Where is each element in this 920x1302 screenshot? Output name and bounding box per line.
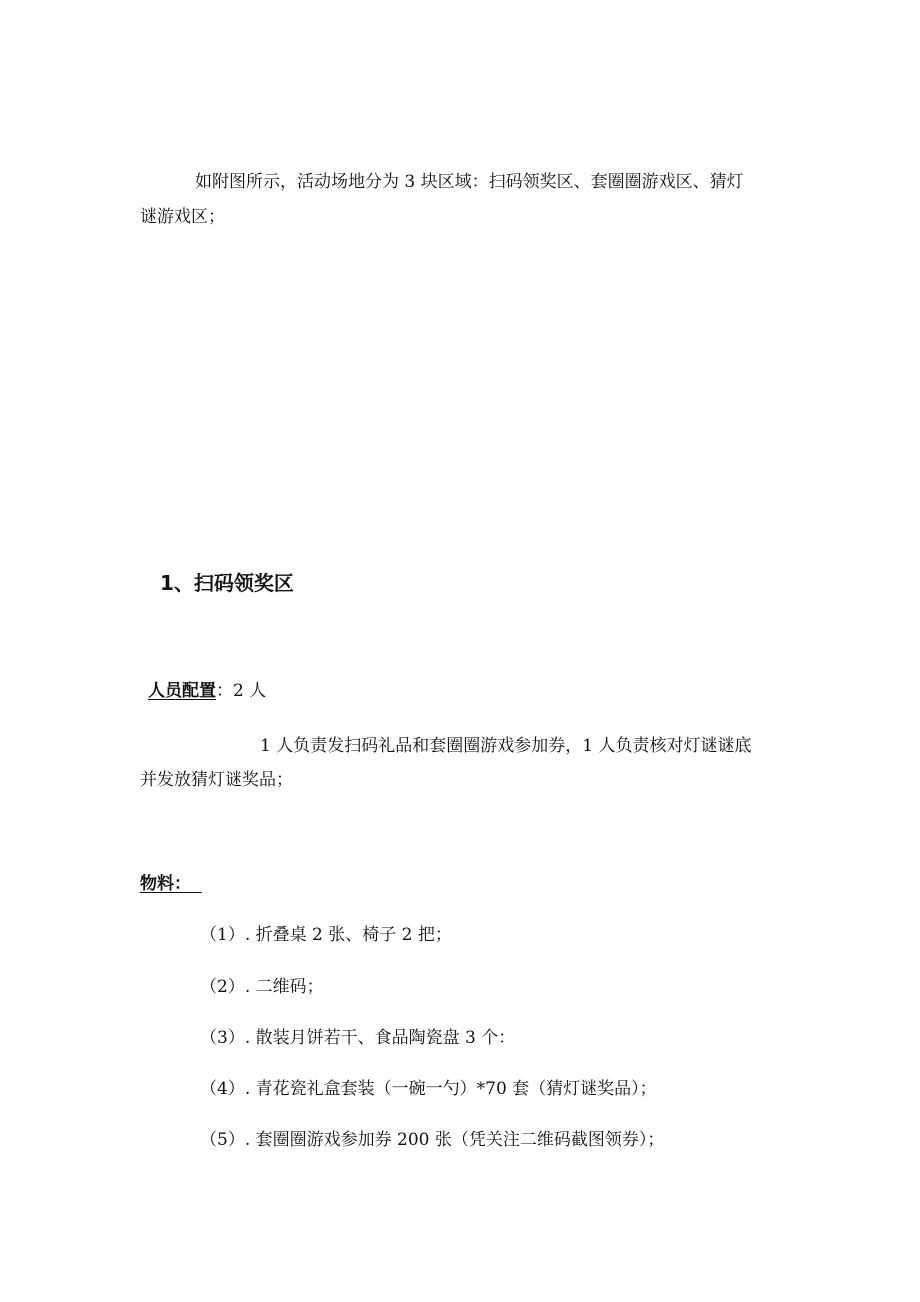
staff-description-line-2: 并发放猜灯谜奖品； [140,770,293,790]
materials-item: （1）. 折叠桌 2 张、椅子 2 把； [200,925,452,945]
materials-item: （5）. 套圈圈游戏参加券 200 张（凭关注二维码截图领券）； [200,1130,665,1150]
staff-value: ：2 人 [216,681,267,701]
intro-line-1: 如附图所示，活动场地分为 3 块区域：扫码领奖区、套圈圈游戏区、猜灯 [195,172,744,192]
materials-item: （4）. 青花瓷礼盒套装（一碗一勺）*70 套（猜灯谜奖品）； [200,1079,657,1099]
staff-label: 人员配置 [148,681,216,701]
staff-row [148,680,266,702]
section-heading: 1、扫码领奖区 [160,571,294,595]
staff-description-line-1: 1 人负责发扫码礼品和套圈圈游戏参加券，1 人负责核对灯谜谜底 [260,736,752,756]
materials-label-underline-tail [191,874,202,894]
materials-item: （3）. 散装月饼若干、食品陶瓷盘 3 个： [200,1028,516,1048]
materials-row [140,873,202,895]
materials-label: 物料： [140,874,191,894]
materials-item: （2）. 二维码； [200,977,324,997]
intro-line-2: 谜游戏区； [140,207,225,227]
